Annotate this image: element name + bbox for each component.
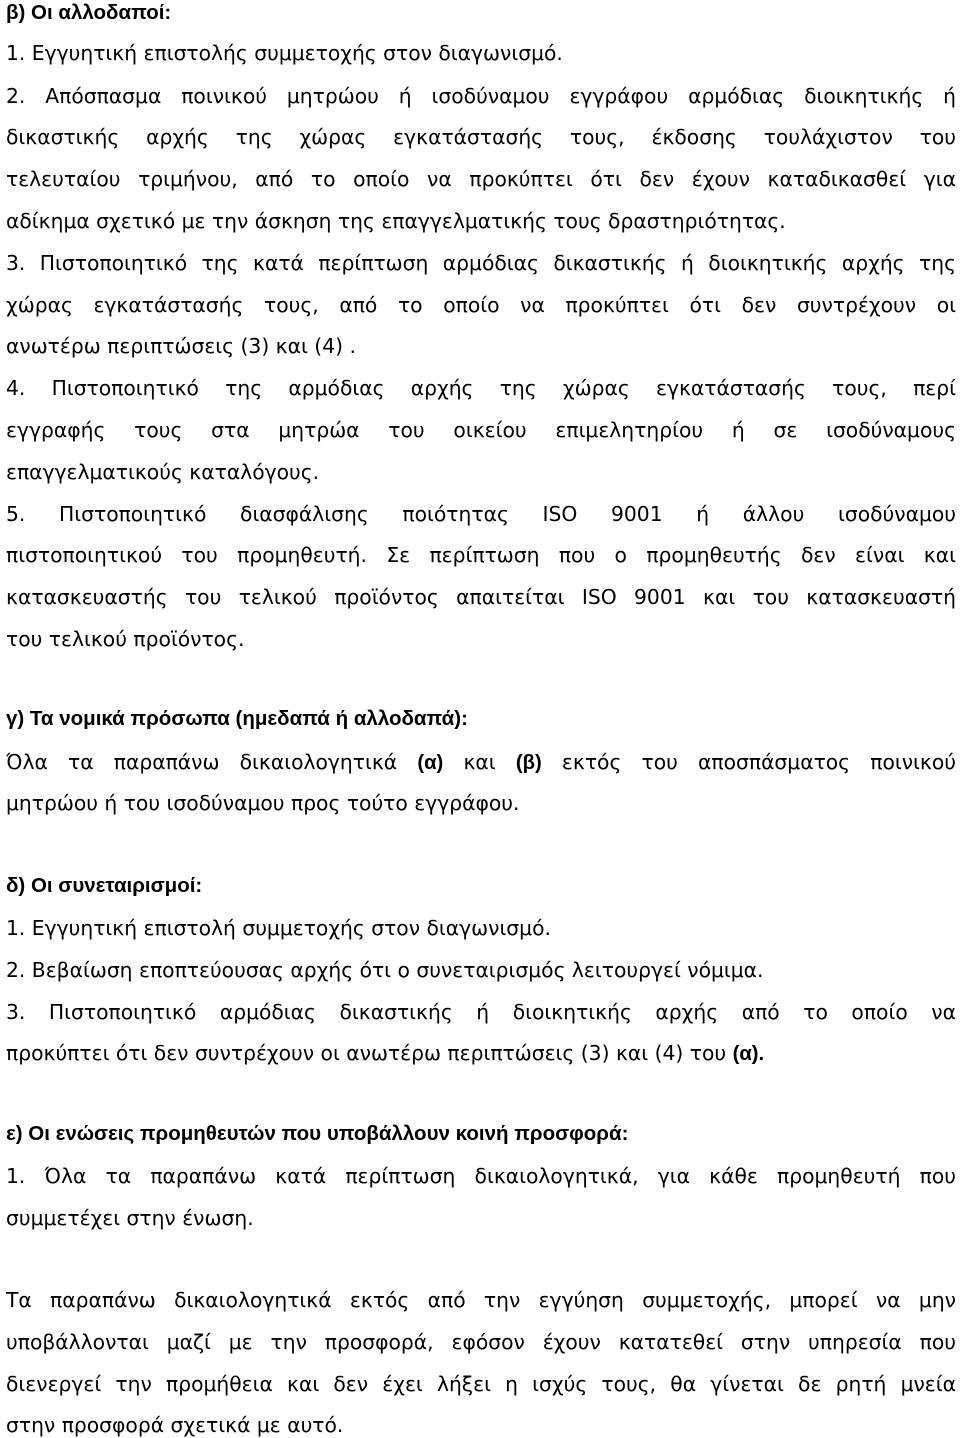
section-d-heading: δ) Οι συνεταιρισμοί: <box>6 874 203 897</box>
section-b-item-4-line-3: επαγγελματικούς καταλόγους. <box>6 460 320 484</box>
section-b-item-3-line-2: χώρας εγκατάστασής τους, από το οποίο να προκύπτει ότι δεν συντρέχουν οι <box>6 293 956 317</box>
section-c-line-2: μητρώου ή του ισοδύναμου προς τούτο εγγράφου. <box>6 791 520 815</box>
section-c-line-1 <box>6 749 956 776</box>
section-b-item-4-line-2: εγγραφής τους στα μητρώα του οικείου επιμελητηρίου ή σε ισοδύναμους <box>6 418 956 442</box>
section-b-item-4-line-1: 4. Πιστοποιητικό της αρμόδιας αρχής της χώρας εγκατάστασής τους, περί <box>6 376 956 400</box>
section-b-item-5-line-1: 5. Πιστοποιητικό διασφάλισης ποιότητας ISO 9001 ή άλλου ισοδύναμου <box>6 502 956 526</box>
section-b-item-3-line-1: 3. Πιστοποιητικό της κατά περίπτωση αρμόδιας δικαστικής ή διοικητικής αρχής της <box>6 251 956 275</box>
section-d-item-3-text: προκύπτει ότι δεν συντρέχουν οι ανωτέρω περιπτώσεις (3) και (4) του <box>6 1041 727 1065</box>
section-b-item-2-line-2: δικαστικής αρχής της χώρας εγκατάστασής τους, έκδοσης τουλάχιστον του <box>6 125 956 149</box>
section-b-item-5-line-4: του τελικού προϊόντος. <box>6 627 245 651</box>
section-e-heading: ε) Οι ενώσεις προμηθευτών που υποβάλλουν κοινή προσφορά: <box>6 1122 629 1145</box>
section-b-item-3-line-3: ανωτέρω περιπτώσεις (3) και (4) . <box>6 334 356 358</box>
closing-line-3: διενεργεί την προμήθεια και δεν έχει λήξει η ισχύς τους, θα γίνεται δε ρητή μνεία <box>6 1372 956 1396</box>
section-d-item-1: 1. Εγγυητική επιστολή συμμετοχής στον διαγωνισμό. <box>6 916 551 940</box>
section-c-ref-b: (β) <box>515 752 542 774</box>
closing-line-2: υποβάλλονται μαζί με την προσφορά, εφόσον έχουν κατατεθεί στην υπηρεσία που <box>6 1330 956 1354</box>
section-e-item-1-line-2: συμμετέχει στην ένωση. <box>6 1206 254 1230</box>
section-c-heading: γ) Τα νομικά πρόσωπα (ημεδαπά ή αλλοδαπά): <box>6 707 468 730</box>
section-b-heading: β) Οι αλλοδαποί: <box>6 1 172 24</box>
section-b-item-5-line-2: πιστοποιητικού του προμηθευτή. Σε περίπτωση που ο προμηθευτής δεν είναι και <box>6 543 956 567</box>
section-b-item-2-line-4: αδίκημα σχετικό με την άσκηση της επαγγελματικής τους δραστηριότητας. <box>6 209 786 233</box>
section-d-item-3-line-1: 3. Πιστοποιητικό αρμόδιας δικαστικής ή διοικητικής αρχής από το οποίο να <box>6 1000 956 1024</box>
section-b-item-2-line-3: τελευταίου τριμήνου, από το οποίο να προκύπτει ότι δεν έχουν καταδικασθεί για <box>6 167 956 191</box>
section-b-item-5-line-3: κατασκευαστής του τελικού προϊόντος απαιτείται ISO 9001 και του κατασκευαστή <box>6 585 956 609</box>
section-d-ref-a: (α). <box>732 1043 765 1065</box>
closing-line-4: στην προσφορά σχετικά με αυτό. <box>6 1413 344 1437</box>
section-c-text-3: εκτός του αποσπάσματος ποινικού <box>561 750 957 774</box>
section-d-item-2: 2. Βεβαίωση εποπτεύουσας αρχής ότι ο συνεταιρισμός λειτουργεί νόμιμα. <box>6 958 764 982</box>
section-c-text-1: Όλα τα παραπάνω δικαιολογητικά <box>6 750 398 774</box>
section-b-item-1: 1. Εγγυητική επιστολής συμμετοχής στον διαγωνισμό. <box>6 41 563 65</box>
section-c-text-2: και <box>463 750 496 774</box>
section-e-item-1-line-1: 1. Όλα τα παραπάνω κατά περίπτωση δικαιολογητικά, για κάθε προμηθευτή που <box>6 1164 956 1188</box>
section-d-item-3-line-2 <box>6 1040 956 1067</box>
section-c-ref-a: (α) <box>417 752 444 774</box>
closing-line-1: Τα παραπάνω δικαιολογητικά εκτός από την εγγύηση συμμετοχής, μπορεί να μην <box>6 1288 956 1312</box>
section-b-item-2-line-1: 2. Απόσπασμα ποινικού μητρώου ή ισοδύναμου εγγράφου αρμόδιας διοικητικής ή <box>6 84 956 108</box>
